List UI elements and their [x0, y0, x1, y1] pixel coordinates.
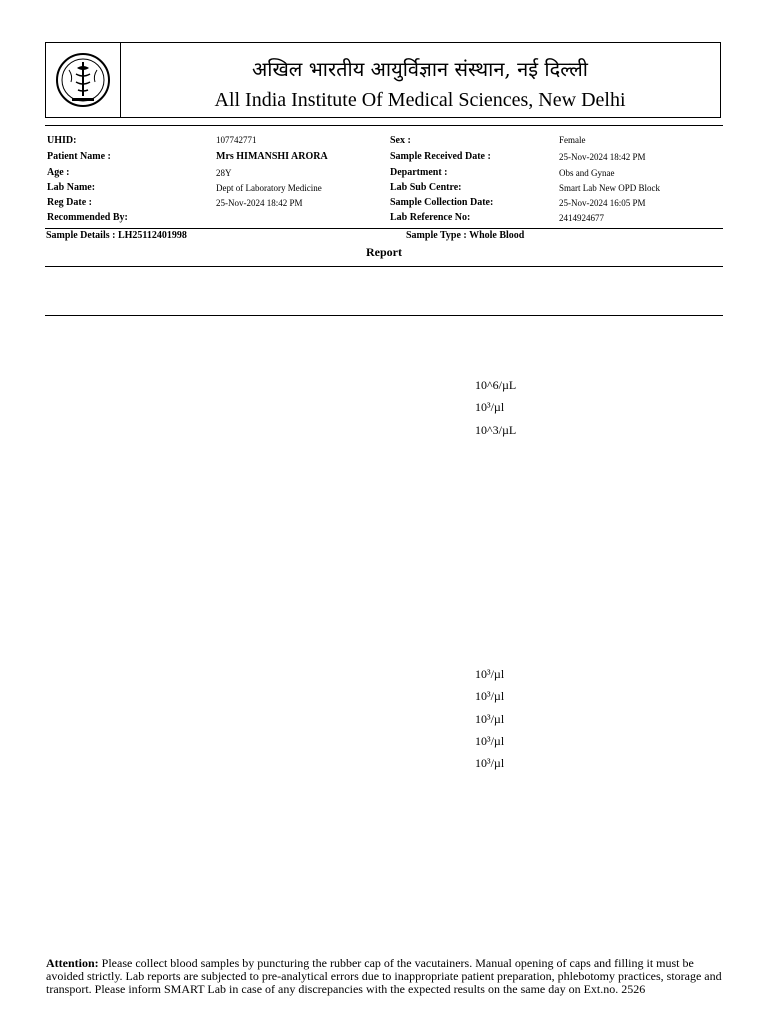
divider — [45, 315, 723, 316]
age-label: Age : — [47, 167, 70, 178]
aiims-emblem-icon — [55, 52, 111, 108]
sex-value: Female — [559, 135, 586, 145]
lab-reference-value: 2414924677 — [559, 213, 604, 223]
attention-note — [46, 957, 722, 996]
attention-text: Please collect blood samples by puncturing the rubber cap of the vacutainers. Manual opening of caps and filling it must be avoided strictly. Lab reports are subjected to pre-analytical errors due to inappropriate patient preparation, phlebotomy practices, storage and transport. Please inform SMART Lab in case of any discrepancies with the expected results on the same day on Ext.no. 2526 — [46, 956, 722, 996]
sex-label: Sex : — [390, 135, 411, 146]
sample-details: Sample Details : LH25112401998 — [46, 230, 187, 241]
uhid-value: 107742771 — [216, 135, 257, 145]
reg-date-label: Reg Date : — [47, 197, 92, 208]
patient-name-label: Patient Name : — [47, 151, 111, 162]
unit-label: 10³/µl — [475, 712, 505, 726]
unit-label: 10³/µl — [475, 667, 505, 681]
divider — [45, 228, 723, 229]
lab-name-label: Lab Name: — [47, 182, 96, 193]
sample-type: Sample Type : Whole Blood — [406, 230, 525, 241]
unit-label: 10³/µl — [475, 689, 505, 703]
divider — [45, 266, 723, 267]
report-title: Report — [366, 245, 402, 259]
sample-collection-label: Sample Collection Date: — [390, 197, 494, 208]
unit-label: 10³/µl — [475, 400, 505, 414]
lab-name-value: Dept of Laboratory Medicine — [216, 183, 322, 193]
unit-label: 10³/µl — [475, 756, 505, 770]
sample-collection-value: 25-Nov-2024 16:05 PM — [559, 198, 646, 208]
unit-label: 10³/µl — [475, 734, 505, 748]
unit-label: 10^6/µL — [475, 378, 517, 392]
divider — [45, 125, 723, 126]
reg-date-value: 25-Nov-2024 18:42 PM — [216, 198, 303, 208]
institute-title-hindi: अखिल भारतीय आयुर्विज्ञान संस्थान, नई दिल्ली — [251, 57, 588, 81]
institute-title-english: All India Institute Of Medical Sciences, New Delhi — [214, 89, 626, 111]
attention-label: Attention: — [46, 956, 99, 970]
institute-logo — [46, 43, 121, 117]
recommended-label: Recommended By: — [47, 212, 128, 223]
age-value: 28Y — [216, 168, 232, 178]
lab-reference-label: Lab Reference No: — [390, 212, 471, 223]
department-label: Department : — [390, 167, 448, 178]
department-value: Obs and Gynae — [559, 168, 615, 178]
sample-received-label: Sample Received Date : — [390, 151, 491, 162]
lab-sub-centre-label: Lab Sub Centre: — [390, 182, 462, 193]
sample-received-value: 25-Nov-2024 18:42 PM — [559, 152, 646, 162]
lab-sub-centre-value: Smart Lab New OPD Block — [559, 183, 660, 193]
institute-header — [45, 42, 721, 118]
unit-label: 10^3/µL — [475, 423, 517, 437]
patient-name-value: Mrs HIMANSHI ARORA — [216, 151, 328, 162]
uhid-label: UHID: — [47, 135, 77, 146]
